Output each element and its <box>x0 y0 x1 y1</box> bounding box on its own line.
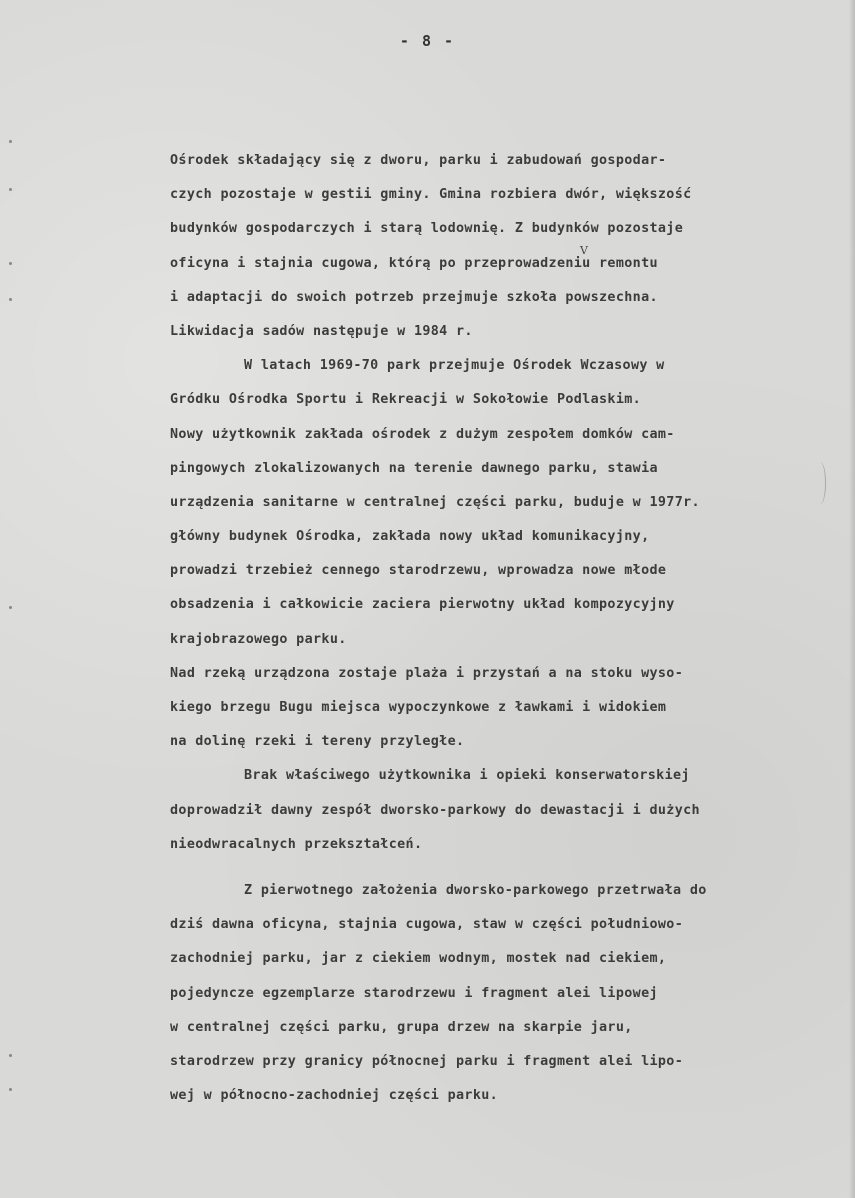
text-line: obsadzenia i całkowicie zaciera pierwotny układ kompozycyjny <box>170 597 675 613</box>
text-line: Brak właściwego użytkownika i opieki konserwatorskiej <box>244 768 690 784</box>
page-number: - 8 - <box>399 32 456 50</box>
paragraph <box>170 657 840 760</box>
paragraph <box>170 144 840 349</box>
paragraph-gap <box>170 862 840 874</box>
text-line: krajobrazowego parku. <box>170 631 347 647</box>
margin-hole-mark <box>9 140 12 143</box>
handwritten-correction-mark: V <box>580 244 588 257</box>
text-line: Nad rzeką urządzona zostaje plaża i przystań a na stoku wyso- <box>170 665 684 681</box>
text-line: nieodwracalnych przekształceń. <box>170 836 423 852</box>
margin-hole-mark <box>9 1088 12 1091</box>
text-line: pojedyncze egzemplarze starodrzewu i fragment alei lipowej <box>170 985 658 1001</box>
margin-hole-mark <box>9 262 12 265</box>
text-line: doprowadził dawny zespół dworsko-parkowy do dewastacji i dużych <box>170 802 700 818</box>
paragraph <box>170 874 840 1113</box>
paragraph <box>170 759 840 862</box>
text-line: kiego brzegu Bugu miejsca wypoczynkowe z ławkami i widokiem <box>170 700 667 715</box>
text-line: W latach 1969-70 park przejmuje Ośrodek Wczasowy w <box>244 358 665 374</box>
text-line: Nowy użytkownik zakłada ośrodek z dużym zespołem domków cam- <box>170 426 675 442</box>
margin-hole-mark <box>9 188 12 191</box>
text-line: starodrzew przy granicy północnej parku i fragment alei lipo- <box>170 1053 684 1069</box>
text-line: Ośrodek składający się z dworu, parku i zabudowań gospodar- <box>170 153 667 168</box>
typed-text-body <box>170 144 840 1113</box>
text-line: budynków gospodarczych i starą lodownię. Z budynków pozostaje <box>170 221 684 237</box>
text-line: czych pozostaje w gestii gminy. Gmina rozbiera dwór, większość <box>170 187 692 203</box>
paragraph <box>170 349 840 657</box>
text-line: oficyna i stajnia cugowa, którą po przeprowadzeniu remontu <box>170 255 658 271</box>
text-line: na dolinę rzeki i tereny przyległe. <box>170 734 465 750</box>
margin-hole-mark <box>9 298 12 301</box>
text-line: Z pierwotnego założenia dworsko-parkowego przetrwała do <box>244 882 707 898</box>
text-line: Likwidacja sadów następuje w 1984 r. <box>170 323 473 339</box>
text-line: pingowych zlokalizowanych na terenie dawnego parku, stawia <box>170 460 658 476</box>
text-line: zachodniej parku, jar z ciekiem wodnym, mostek nad ciekiem, <box>170 951 667 967</box>
text-line: w centralnej części parku, grupa drzew na skarpie jaru, <box>170 1019 633 1035</box>
page-edge-shadow <box>849 0 855 1198</box>
text-line: urządzenia sanitarne w centralnej części parku, buduje w 1977r. <box>170 494 700 510</box>
margin-hole-mark <box>9 606 12 609</box>
text-line: i adaptacji do swoich potrzeb przejmuje szkoła powszechna. <box>170 289 658 305</box>
text-line: Gródku Ośrodka Sportu i Rekreacji w Sokołowie Podlaskim. <box>170 392 642 408</box>
text-line: dziś dawna oficyna, stajnia cugowa, staw w części południowo- <box>170 917 684 933</box>
text-line: główny budynek Ośrodka, zakłada nowy układ komunikacyjny, <box>170 529 650 545</box>
text-line: prowadzi trzebież cennego starodrzewu, wprowadza nowe młode <box>170 563 667 579</box>
margin-hole-mark <box>9 1054 12 1057</box>
text-line: wej w północno-zachodniej części parku. <box>170 1088 499 1104</box>
